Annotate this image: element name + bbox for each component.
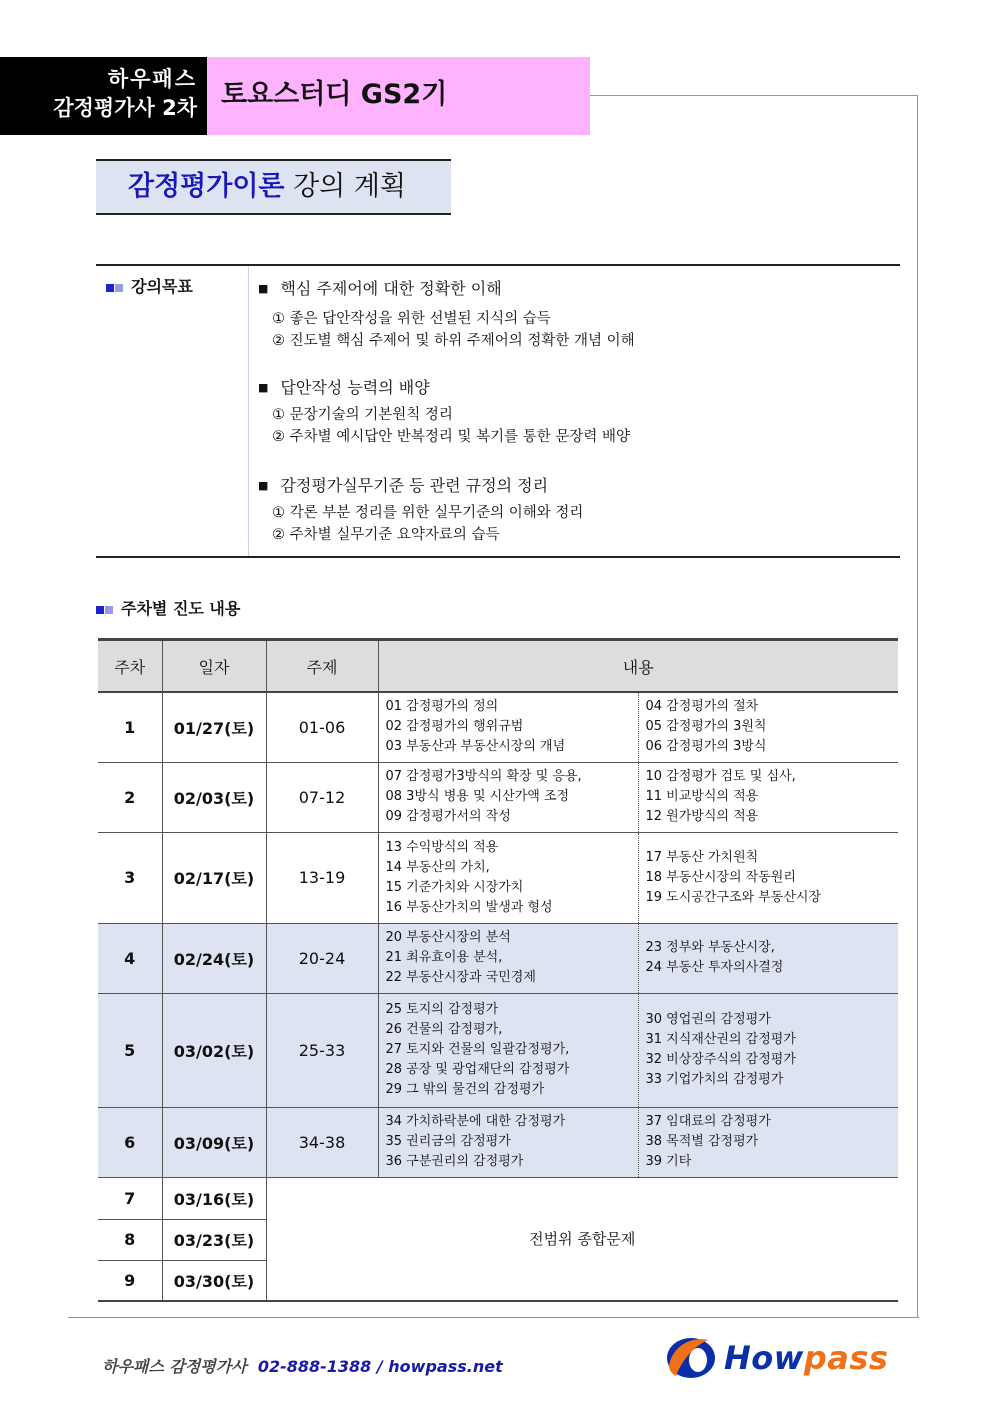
topic-cell: 13-19 [266,832,378,923]
goal-heading: ■ 핵심 주제어에 대한 정확한 이해 [258,279,502,298]
square-bullet-icon [106,284,114,292]
date-cell: 03/23(토) [162,1219,266,1260]
goal-sub: ② 주차별 실무기준 요약자료의 습득 [272,527,500,543]
brand-name: 하우패스 [107,67,197,91]
goal-heading: ■ 감정평가실무기준 등 관련 규정의 정리 [258,476,549,495]
bullet-icon: ■ [258,479,269,492]
date-cell: 02/24(토) [162,923,266,993]
topic-cell: 34-38 [266,1107,378,1177]
square-bullet-icon [105,606,113,614]
week-cell: 3 [98,832,162,923]
topic-cell: 07-12 [266,762,378,832]
week-cell: 2 [98,762,162,832]
week-cell: 7 [98,1177,162,1219]
goal-sub: ① 좋은 답안작성을 위한 선별된 지식의 습득 [272,311,551,327]
date-cell: 02/03(토) [162,762,266,832]
week-cell: 1 [98,692,162,762]
content-right-cell: 10 감정평가 검토 및 심사, 11 비교방식의 적용 12 원가방식의 적용 [638,762,898,832]
content-right-cell: 37 임대료의 감정평가 38 목적별 감정평가 39 기타 [638,1107,898,1177]
week-cell: 5 [98,993,162,1107]
date-cell: 03/02(토) [162,993,266,1107]
content-right-cell: 30 영업권의 감정평가 31 지식재산권의 감정평가 32 비상장주식의 감정평가 33 기업가치의 감정평가 [638,993,898,1107]
content-left-cell: 34 가치하락분에 대한 감정평가 35 권리금의 감정평가 36 구분권리의 감정평가 [378,1107,638,1177]
goal-block-3 [258,474,583,546]
table-row [98,832,898,923]
goal-sub: ② 진도별 핵심 주제어 및 하위 주제어의 정확한 개념 이해 [272,333,635,349]
header-topic: 주제 [266,640,378,693]
content-left-cell: 20 부동산시장의 분석 21 최유효이용 분석, 22 부동산시장과 국민경제 [378,923,638,993]
date-cell: 03/09(토) [162,1107,266,1177]
table-row [98,923,898,993]
footer-contact-info[interactable]: 02-888-1388 / howpass.net [257,1357,503,1376]
logo-mark-icon [664,1334,720,1382]
table-header-row [98,640,898,693]
goal-heading: ■ 답안작성 능력의 배양 [258,378,430,397]
content-left-cell: 07 감정평가3방식의 확장 및 응용, 08 3방식 병용 및 시산가액 조정 09 감정평가서의 작성 [378,762,638,832]
table-row [98,762,898,832]
header-week: 주차 [98,640,162,693]
goal-block-2 [258,376,630,448]
content-right-cell: 23 정부와 부동산시장, 24 부동산 투자의사결정 [638,923,898,993]
week-cell: 4 [98,923,162,993]
logo-text: Howpass [724,1339,889,1377]
frame-bottom-line [68,1317,919,1318]
title-rest: 강의 계획 [284,171,406,202]
goal-sub: ① 각론 부분 정리를 위한 실무기준의 이해와 정리 [272,505,584,521]
bullet-icon: ■ [258,381,269,394]
square-bullet-icon [115,284,123,292]
topic-cell: 20-24 [266,923,378,993]
header-content: 내용 [378,640,898,693]
goal-sub: ① 문장기술의 기본원칙 정리 [272,407,453,423]
table-row [98,1177,898,1219]
square-bullet-icon [96,606,104,614]
final-content-cell: 전범위 종합문제 [266,1177,898,1301]
footer-contact [102,1355,503,1379]
brand-block [0,57,207,135]
page-title [96,159,451,215]
content-right-cell: 17 부동산 가치원칙 18 부동산시장의 작동원리 19 도시공간구조와 부동산시장 [638,832,898,923]
table-row [98,1107,898,1177]
date-cell: 02/17(토) [162,832,266,923]
date-cell: 03/30(토) [162,1260,266,1301]
table-row [98,692,898,762]
content-left-cell: 25 토지의 감정평가 26 건물의 감정평가, 27 토지와 건물의 일괄감정평가, 28 공장 및 광업재단의 감정평가 29 그 밖의 물건의 감정평가 [378,993,638,1107]
goal-sub: ② 주차별 예시답안 반복정리 및 복기를 통한 문장력 배양 [272,429,631,445]
date-cell: 03/16(토) [162,1177,266,1219]
topic-cell: 25-33 [266,993,378,1107]
goal-block-1 [258,277,635,352]
course-title: 토요스터디 GS2기 [207,57,590,135]
week-cell: 6 [98,1107,162,1177]
date-cell: 01/27(토) [162,692,266,762]
topic-cell: 01-06 [266,692,378,762]
bullet-icon: ■ [258,282,269,295]
goals-label: 강의목표 [106,276,193,298]
week-cell: 8 [98,1219,162,1260]
table-row [98,993,898,1107]
content-right-cell: 04 감정평가의 절차 05 감정평가의 3원칙 06 감정평가의 3방식 [638,692,898,762]
content-left-cell: 01 감정평가의 정의 02 감정평가의 행위규범 03 부동산과 부동산시장의 개념 [378,692,638,762]
week-cell: 9 [98,1260,162,1301]
brand-program: 감정평가사 2차 [53,96,197,120]
howpass-logo [664,1334,904,1382]
content-left-cell: 13 수익방식의 적용 14 부동산의 가치, 15 기준가치와 시장가치 16 부동산가치의 발생과 형성 [378,832,638,923]
header-date: 일자 [162,640,266,693]
goals-divider [248,266,249,556]
schedule-table [98,638,898,1302]
title-subject: 감정평가이론 [128,171,285,202]
footer-brand: 하우패스 감정평가사 [102,1357,247,1376]
progress-label: 주차별 진도 내용 [96,597,240,621]
